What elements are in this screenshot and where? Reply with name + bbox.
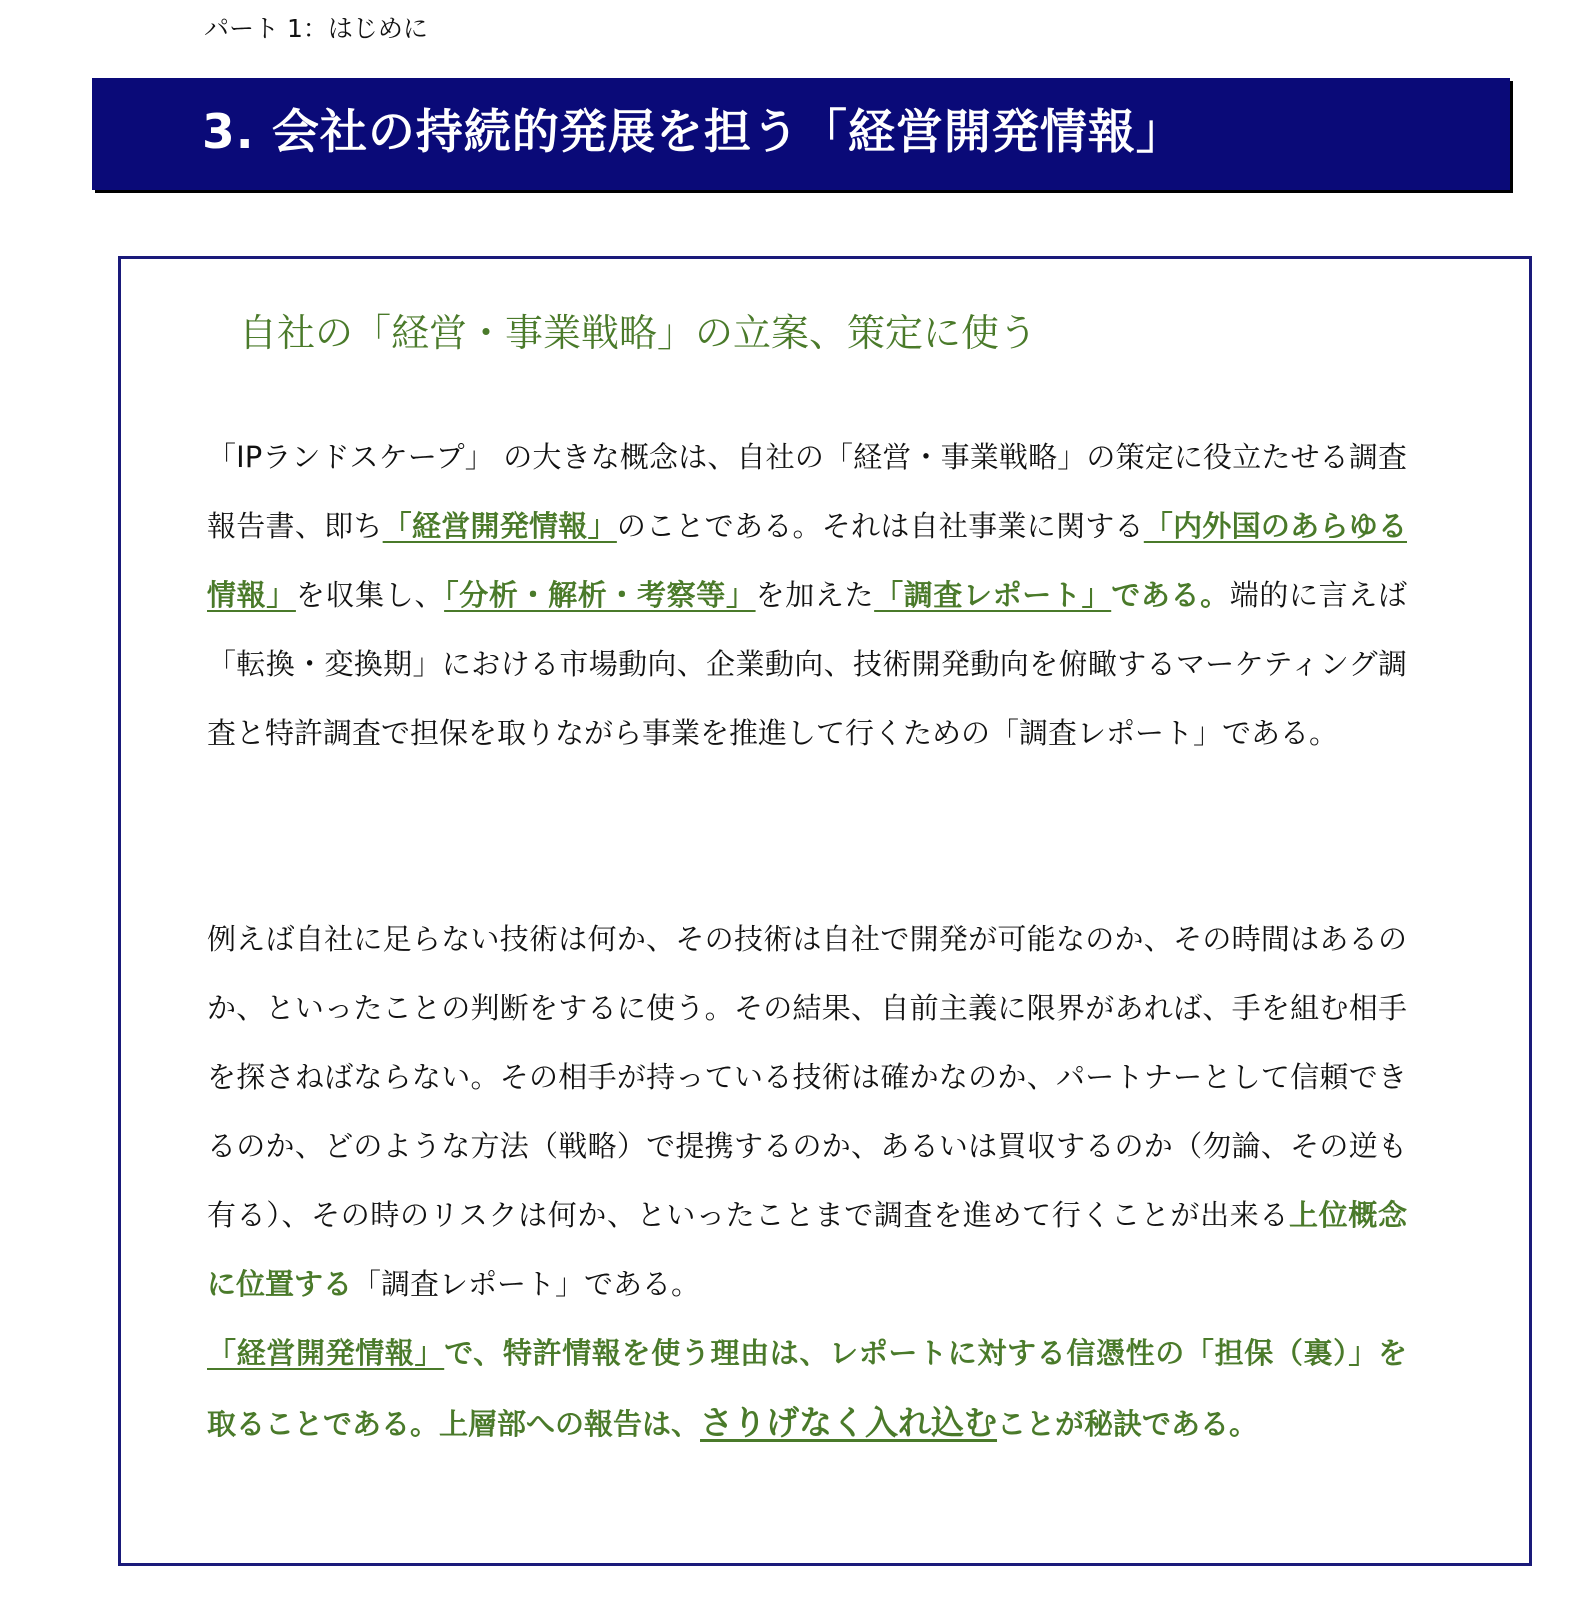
text-span: で、特許情報を使う理由は、レポートに対する信憑性の「担保（裏）」を取ることである。上層部への報告は、 (207, 1336, 1407, 1441)
text-span: 「調査レポート」である。 (352, 1267, 701, 1301)
highlight-term: 上位概念に位置する (207, 1198, 1407, 1301)
text-span: ことが秘訣である。 (997, 1407, 1259, 1441)
paragraph-3 (207, 1319, 1407, 1459)
text-span: 端的に言えば「転換・変換期」における市場動向、企業動向、技術開発動向を俯瞰するマーケティング調査と特許調査で担保を取りながら事業を推進して行くための「調査レポート」である。 (207, 578, 1407, 750)
text-span: 「IPランドスケープ」 の大きな概念は、自社の「経営・事業戦略」の策定に役立たせる調査報告書、即ち (207, 440, 1407, 543)
part-label: パート 1：はじめに (204, 14, 428, 43)
text-span: のことである。それは自社事業に関する (616, 509, 1144, 543)
page-title: 3. 会社の持続的発展を担う「経営開発情報」 (202, 105, 1184, 160)
highlight-term: 「経営開発情報」 (382, 509, 617, 543)
paragraph-2 (207, 905, 1407, 1319)
highlight-term: 「内外国のあらゆる情報」 (207, 509, 1407, 612)
content-box (118, 256, 1532, 1566)
section-subtitle: 自社の「経営・事業戦略」の立案、策定に使う (239, 311, 1038, 355)
paragraph-1 (207, 423, 1407, 768)
highlight-term: 「調査レポート」 (874, 578, 1112, 612)
title-banner (92, 78, 1510, 190)
text-span: を加えた (755, 578, 875, 612)
highlight-term: 「分析・解析・考察等」 (444, 578, 756, 612)
text-span: 例えば自社に足らない技術は何か、その技術は自社で開発が可能なのか、その時間はあるのか、といったことの判断をするに使う。その結果、自前主義に限界があれば、手を組む相手を探さねばならない。その相手が持っている技術は確かなのか、パートナーとして信頼できるのか、どのような方法（戦略）で提携するのか、あるいは買収するのか（勿論、その逆も有る）、その時のリスクは何か、といったことまで調査を進めて行くことが出来る (207, 922, 1407, 1232)
text-span: を収集し、 (295, 578, 445, 612)
highlight-term: さりげなく入れ込む (700, 1403, 998, 1442)
highlight-term: 「経営開発情報」 (207, 1336, 445, 1370)
highlight-term: である。 (1111, 578, 1230, 612)
